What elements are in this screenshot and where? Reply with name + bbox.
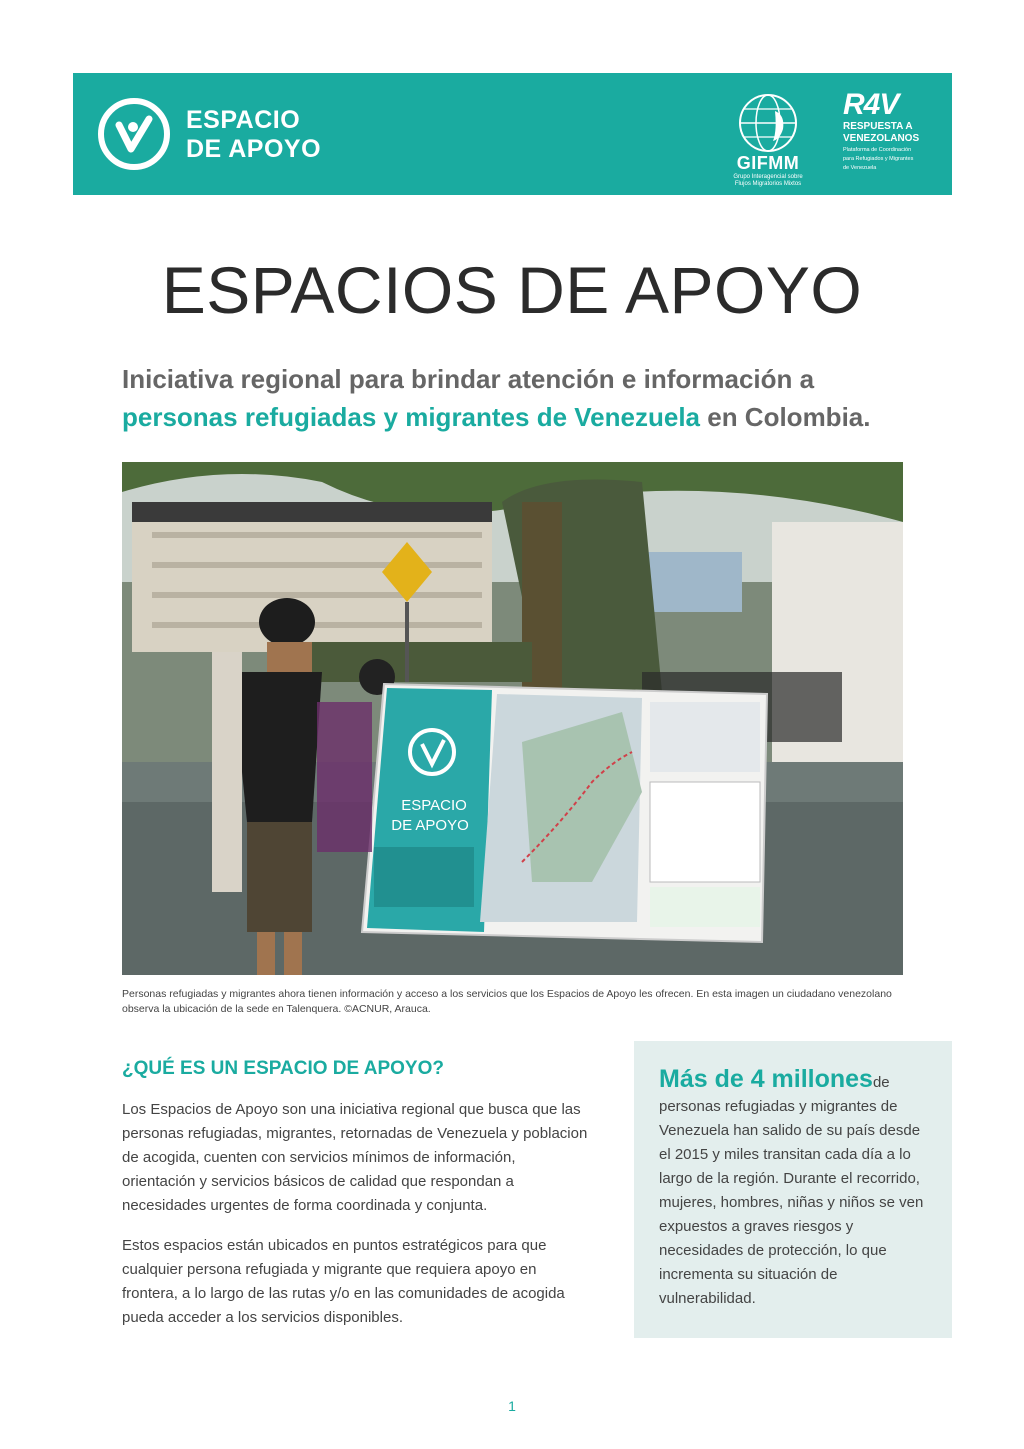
logo-text [186,106,321,164]
photo-espacio-de-apoyo [122,462,903,975]
gifmm-sub-1: Grupo Interagencial sobre [733,174,803,180]
r4v-line-2: VENEZOLANOS [843,133,920,144]
photo-caption: Personas refugiadas y migrantes ahora tienen información y acceso a los servicios que los Espacios de Apoyo les ofrecen. En esta imagen un ciudadano venezolano observa la ubicación de la sede en Talenquera. ©ACNUR, Arauca. [122,988,892,1015]
logo-line-1: ESPACIO [186,106,301,134]
board-line-1: ESPACIO [401,797,467,814]
section-heading: ¿QUÉ ES UN ESPACIO DE APOYO? [122,1058,444,1079]
r4v-title: R4V [843,88,899,121]
stat-body: de personas refugiadas y migrantes de Venezuela han salido de su país desde el 2015 y miles transitan cada día a lo largo de la región. Durante el recorrido, mujeres, hombres, niñas y niños se ven expuestos a graves riesgos y necesidades de protección, lo que incrementa su situación de vulnerabilidad. [659,1074,924,1307]
r4v-sub-2: para Refugiados y Migrantes [843,156,914,162]
r4v-sub-1: Plataforma de Coordinación [843,147,912,153]
subtitle-line-2 [122,398,922,436]
globe-icon [713,91,823,155]
page-subtitle [122,360,922,436]
section-paragraph-2: Estos espacios están ubicados en puntos estratégicos para que cualquier persona refugiada y migrante que requiera apoyo en frontera, a lo largo de las rutas y/o en las comunidades de acogida pueda acceder a los servicios disponibles. [122,1237,565,1326]
stat-text [659,1067,924,1311]
r4v-logo [843,89,948,172]
gifmm-title: GIFMM [736,153,800,173]
stat-callout-box [634,1041,952,1338]
gifmm-logo [713,91,833,187]
r4v-sub-3: de Venezuela [843,165,877,171]
stat-highlight: Más de 4 millones [659,1065,873,1093]
section-paragraph-1: Los Espacios de Apoyo son una iniciativa regional que busca que las personas refugiadas, migrantes, retornadas de Venezuela y poblacion de acogida, cuenten con servicios mínimos de información, orientación y servicios básicos de calidad que respondan a necesidades urgentes de forma coordinada y conjunta. [122,1101,588,1214]
gifmm-sub-2: Flujos Migratorios Mixtos [734,181,802,187]
board-line-2: DE APOYO [391,817,469,834]
logo-line-2: DE APOYO [186,135,322,163]
r4v-line-1: RESPUESTA A [843,121,913,132]
subtitle-part-2: en Colombia. [700,402,871,432]
page-title: ESPACIOS DE APOYO [161,253,863,327]
espacio-de-apoyo-logo-icon [97,97,171,171]
subtitle-highlight: personas refugiadas y migrantes de Venezuela [122,402,701,432]
header-banner [73,73,952,195]
page-number: 1 [508,1398,516,1414]
subtitle-part-1: Iniciativa regional para brindar atención e información a [122,364,815,394]
